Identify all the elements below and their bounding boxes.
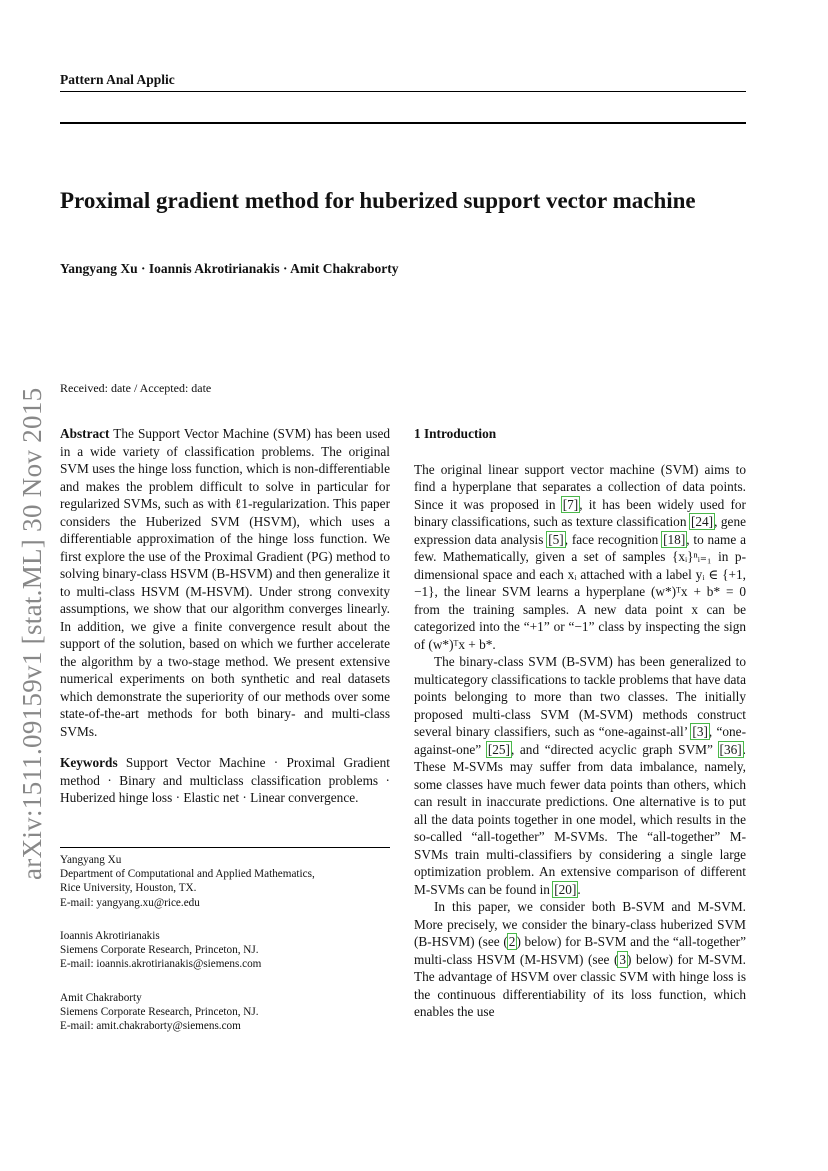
citation-link[interactable]: [25] — [487, 741, 510, 757]
intro-paragraph-2 — [414, 653, 746, 898]
citation-link[interactable]: [36] — [719, 741, 742, 757]
affiliation-name: Ioannis Akrotirianakis — [60, 930, 160, 942]
keywords-label: Keywords — [60, 755, 118, 770]
affiliation-chakraborty — [60, 991, 390, 1034]
citation-link[interactable]: [20] — [554, 881, 577, 897]
text-run: . These M-SVMs may suffer from data imbalance, namely, some classes have much fewer data points than others, which can result in inaccurate predictions. One alternative is to put all the data points together in one model, which results in the so-called “all-together” M-SVMs. The “all-together” M-SVMs train multi-classifiers by considering a single large optimization problem. An extensive comparison of different M-SVMs can be found in — [414, 741, 746, 897]
text-run: ) below) for B-SVM and the “all-together” multi-class HSVM (M-HSVM) (see ( — [414, 934, 747, 967]
affiliation-email[interactable]: E-mail: amit.chakraborty@siemens.com — [60, 1020, 241, 1033]
affiliation-name: Amit Chakraborty — [60, 992, 142, 1004]
affiliation-org: Rice University, Houston, TX. — [60, 882, 197, 895]
equation-link[interactable]: 3 — [619, 951, 627, 967]
text-run: , gene expression data analysis — [414, 514, 747, 547]
affiliation-name: Yangyang Xu — [60, 854, 122, 866]
citation-link[interactable]: [5] — [548, 531, 564, 547]
affiliation-rule — [60, 847, 390, 848]
citation-link[interactable]: [18] — [663, 531, 686, 547]
section-heading-introduction: 1 Introduction — [414, 426, 497, 441]
header-rule — [60, 91, 746, 92]
intro-paragraph-3 — [414, 898, 746, 1021]
abstract-text: The Support Vector Machine (SVM) has been used in a wide variety of classification problems. The original SVM uses the hinge loss function, which is non-differentiable and makes the problem difficult to solve in particular for regularized SVMs, such as with ℓ1-regularization. This paper considers the Huberized SVM (HSVM), which uses a differentiable approximation of the hinge loss function. We first explore the use of the Proximal Gradient (PG) method to solving binary-class HSVM (B-HSVM) and then generalize it to multi-class HSVM (M-HSVM). Under strong convexity assumptions, we show that our algorithm converges linearly. In addition, we give a finite convergence result about the support of the solution, based on which we further accelerate the algorithm by a two-stage method. We present extensive numerical experiments on both synthetic and real datasets which demonstrate the superiority of our methods over some state-of-the-art methods for both binary- and multi-class SVMs. — [60, 426, 390, 739]
arxiv-stamp: arXiv:1511.09159v1 [stat.ML] 30 Nov 2015 — [17, 387, 47, 880]
affiliation-dept: Siemens Corporate Research, Princeton, NJ. — [60, 1006, 259, 1019]
paper-title: Proximal gradient method for huberized support vector machine — [60, 188, 696, 213]
text-run: The original linear support vector machine (SVM) aims to find a hyperplane that separates a collection of data points. Since it was proposed in — [414, 461, 746, 512]
text-run: , face recognition — [564, 531, 663, 547]
left-column — [60, 425, 390, 807]
citation-link[interactable]: [3] — [692, 724, 708, 739]
affiliation-email[interactable]: E-mail: yangyang.xu@rice.edu — [60, 896, 200, 909]
equation-link[interactable]: 2 — [508, 934, 516, 949]
text-run: , and “directed acyclic graph SVM” — [510, 741, 719, 757]
journal-name: Pattern Anal Applic — [60, 72, 175, 87]
abstract — [60, 425, 390, 740]
received-date: Received: date / Accepted: date — [60, 381, 212, 395]
affiliation-dept: Siemens Corporate Research, Princeton, NJ. — [60, 944, 259, 957]
affiliation-dept: Department of Computational and Applied Mathematics, — [60, 868, 315, 881]
abstract-label: Abstract — [60, 426, 110, 441]
text-run: , “one-against-one” — [414, 724, 747, 757]
keywords-text: Support Vector Machine · Proximal Gradient method · Binary and multiclass classification problems · Huberized hinge loss · Elastic net · Linear convergence. — [60, 755, 390, 805]
text-run: . — [577, 881, 581, 897]
text-run: In this paper, we consider both B-SVM and M-SVM. More precisely, we consider the binary-class huberized SVM (B-HSVM) (see ( — [414, 899, 746, 949]
keywords — [60, 754, 390, 807]
affiliation-email[interactable]: E-mail: ioannis.akrotirianakis@siemens.com — [60, 958, 262, 971]
title-rule — [60, 122, 746, 124]
affiliation-akrotirianakis — [60, 929, 390, 972]
citation-link[interactable]: [24] — [690, 514, 714, 529]
affiliation-xu — [60, 853, 390, 910]
right-column — [414, 425, 746, 1021]
citation-link[interactable]: [7] — [562, 496, 579, 512]
text-run: ) below) for M-SVM. The advantage of HSVM over classic SVM with hinge loss is the continuous differentiability of its loss function, which enables the use — [414, 951, 746, 1019]
intro-paragraph-1 — [414, 461, 746, 654]
author-list: Yangyang Xu · Ioannis Akrotirianakis · Amit Chakraborty — [60, 261, 399, 276]
text-run: , it has been widely used for binary classifications, such as texture classification — [414, 496, 746, 529]
text-run: , to name a few. Mathematically, given a set of samples {xᵢ}ⁿᵢ₌₁ in p-dimensional space and each xᵢ attached with a label yᵢ ∈ {+1, −1}, the linear SVM learns a hyperplane (w*)ᵀx + b* = 0 from the training samples. A new data point x can be categorized into the “+1” or “−1” class by inspecting the sign of (w*)ᵀx + b*. — [414, 531, 746, 652]
text-run: The binary-class SVM (B-SVM) has been generalized to multicategory classifications to tackle problems that have data points belonging to more than two classes. The initially proposed multi-class SVM (M-SVM) methods construct several binary classifiers, such as “one-against-all’ — [414, 654, 746, 739]
